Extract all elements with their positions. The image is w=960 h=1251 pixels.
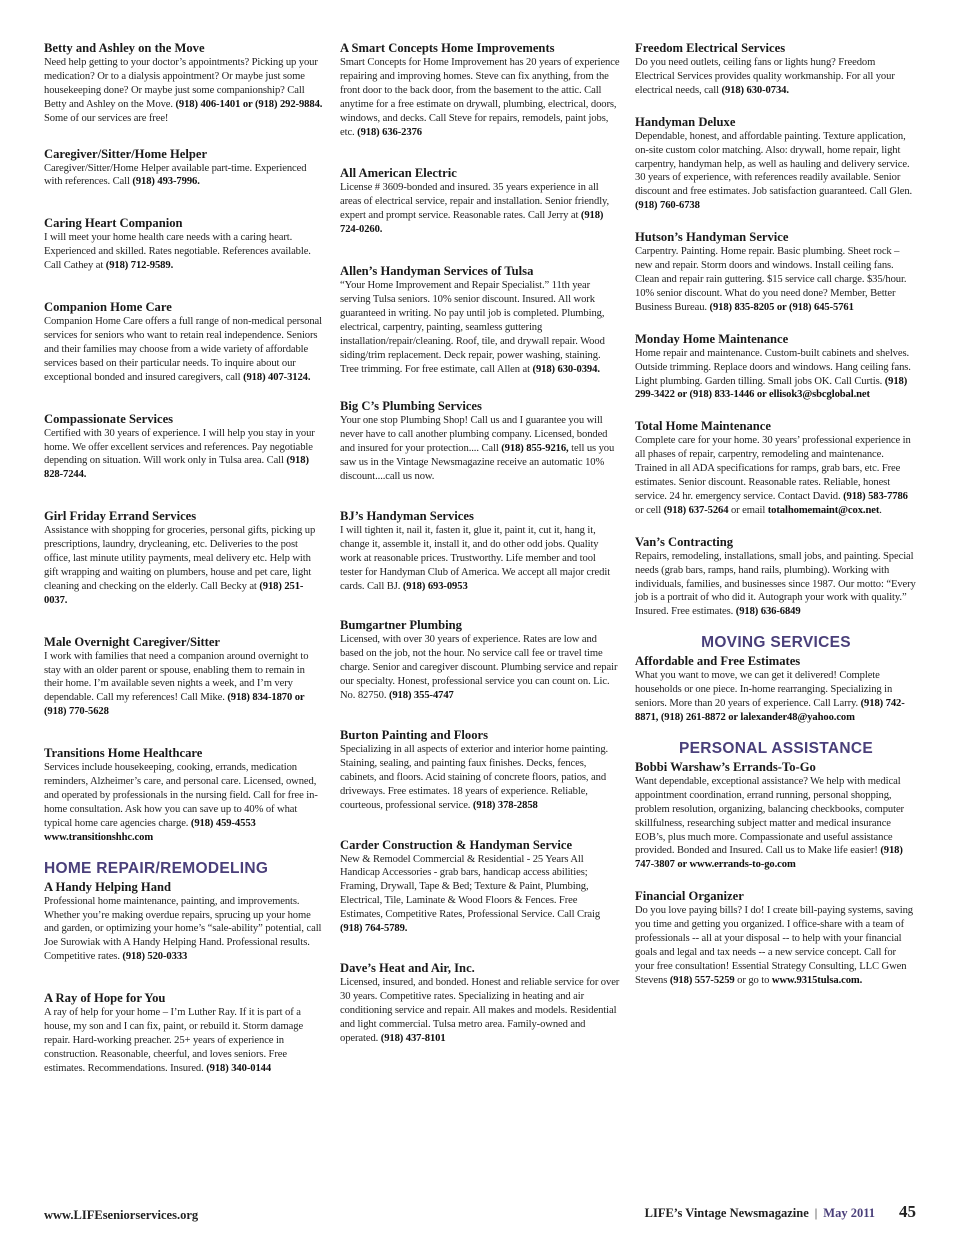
listing-title: A Handy Helping Hand: [44, 879, 172, 894]
footer-date: May 2011: [823, 1206, 875, 1220]
listing-title: Van’s Contracting: [635, 534, 734, 549]
column-2: [340, 40, 620, 1046]
listing-title: Girl Friday Errand Services: [44, 509, 197, 524]
listing-body: [44, 162, 326, 190]
listing-body: [635, 245, 917, 315]
listing-text: Specializing in all aspects of exterior and interior home painting. Staining, sealing, and painting faux finishes. Decks, fences, cabinets, and floors. Acid staining of concrete floors, patios, and driveways. Free estimates. 18 years of experience. Reliable, courteous, professional service.: [340, 744, 609, 811]
listing-financial-organizer: [635, 888, 917, 987]
listing-text: Do you need outlets, ceiling fans or lights hung? Freedom Electrical Services provides quality workmanship. For all your electrical needs, call: [635, 57, 895, 96]
listing-van-s-contracting: [635, 534, 917, 620]
column-1: [44, 40, 326, 1076]
listing-title: BJ’s Handyman Services: [340, 508, 474, 523]
listing-title: Handyman Deluxe: [635, 114, 736, 129]
listing-body: [44, 56, 326, 126]
listing-text: Your one stop Plumbing Shop! Call us and I guarantee you will never have to call another plumbing company. Licensed, bonded and insured for your protection.... Call: [340, 415, 608, 455]
footer-publication-info: [645, 1202, 916, 1222]
listing-body: [44, 761, 326, 844]
listing-text: or cell: [635, 504, 664, 516]
listing-text: Assistance with shopping for groceries, personal gifts, picking up prescriptions, laundry, drycleaning, etc. Deliveries to the post office, last minute utility payments, meal delivery etc. Help with gift wrapping and waiting on plumbers, house and pet care, light cleaning and checking on the elderly. Call Becky at: [44, 525, 316, 592]
listing-title: Allen’s Handyman Services of Tulsa: [340, 264, 534, 279]
listing-bobbi-warshaw-s-errands-to-go: [635, 759, 917, 872]
listing-body: [340, 976, 620, 1046]
listing-contact[interactable]: (918) 459-4553 www.transitionshhc.com: [44, 817, 256, 843]
listing-text: “Your Home Improvement and Repair Specialist.” 11th year serving Tulsa seniors. 10% senior discount. Insured. All work guaranteed in writing. No pay until job is completed. Plumbing, electrical, carpentry, painting, seamless guttering installation/repair/cleaning. Roof, tile, and drywall repair. Wood siding/trim replacement. Deck repair, power washing, staining. Tree trimming. For free estimate, call Allen at: [340, 280, 605, 375]
listing-title: Monday Home Maintenance: [635, 331, 789, 346]
listing-text: Do you love paying bills? I do! I create bill-paying systems, saving you time and getting you organized. I office-share with a team of professionals -- all at your disposal -- to help with your financial goals and legal and tax needs -- a new service concept. Call for your free consultation! Essential Strategy Consulting, LLC Gwen Stevens: [635, 905, 913, 986]
listing-text: Certified with 30 years of experience. I will help you stay in your home. We offer excellent services and references. Pay negotiable depending on situation. Will work only in Tulsa area. Call: [44, 427, 315, 467]
listing-contact[interactable]: (918) 835-8205 or (918) 645-5761: [709, 301, 854, 313]
listing-contact[interactable]: (918) 742-8871, (918) 261-8872 or lalexander48@yahoo.com: [635, 698, 905, 723]
listing-body: [635, 775, 917, 872]
listing-contact[interactable]: (918) 437-8101: [380, 1032, 446, 1044]
listing-body: [340, 853, 620, 936]
listing-text: Licensed, with over 30 years of experience. Rates are low and based on the job, not the hour. No service call fee or travel time charge. Senior and caregiver discount. Plumbing service and repair our specialty. Honest, professional service you can count on. Lic. No. 82750.: [340, 634, 618, 702]
listing-text: Complete care for your home. 30 years’ professional experience in all phases of repair, carpentry, remodeling and maintenance. Trained in all ADA specifications for ramps, grab bars, etc. Free estimates. Senior discount. Reasonable rates. Reliable, honest service. 24 hr. emergency service. Contact David.: [635, 435, 911, 502]
listing-text: .: [879, 504, 882, 516]
listing-contact[interactable]: (918) 340-0144: [206, 1062, 272, 1074]
listing-contact[interactable]: (918) 764-5789.: [340, 923, 408, 935]
listing-bj-s-handyman-services: [340, 508, 620, 594]
listing-text: Services include housekeeping, cooking, errands, medication reminders, Alzheimer’s care, and personal care. Licensed, owned, and operated by professionals in the nursing field. Call for free in-home consultation. Ask how you can save up to 40% of what typical home care agencies charge.: [44, 762, 318, 829]
listing-text: License # 3609-bonded and insured. 35 years experience in all areas of electrical service, repair and installation. Senior friendly, expert and prompt service. Reasonable rates. Call Jerry at: [340, 182, 610, 222]
listing-text: What you want to move, we can get it delivered! Complete households or one piece. In-home rearranging. Specializing in seniors. More than 20 years of experience. Call Larry.: [635, 670, 893, 710]
listing-a-smart-concepts-home-improvements: [340, 40, 620, 139]
page-number: 45: [899, 1202, 916, 1221]
listing-contact[interactable]: (918) 712-9589.: [105, 260, 174, 272]
listing-text: Need help getting to your doctor’s appointments? Picking up your medication? Or to a dialysis appointment? Or maybe just some housekeeping done? Or maybe just some companionship? Call Betty and Ashley on the Move.: [44, 57, 318, 110]
listing-body: [635, 669, 917, 725]
listing-body: [635, 550, 917, 620]
listing-contact[interactable]: (918) 378-2858: [472, 799, 538, 811]
footer-publication: LIFE’s Vintage Newsmagazine: [644, 1206, 809, 1220]
listing-contact[interactable]: (918) 693-0953: [402, 580, 468, 592]
listing-title: Caregiver/Sitter/Home Helper: [44, 146, 208, 161]
listing-freedom-electrical-services: [635, 40, 917, 98]
listing-body: [635, 347, 917, 403]
listing-text: Dependable, honest, and affordable painting. Texture application, on-site custom color matching. Also: drywall, home repair, light carpentry, handyman help, as well as hauling and delivery service. 30 years of experience, with references readily available. Senior discount and free estimates. Job satisfaction guaranteed. Call Glen.: [635, 130, 913, 198]
listing-contact[interactable]: (918) 557-5259: [669, 974, 735, 986]
listing-girl-friday-errand-services: [44, 508, 326, 607]
listing-title: Burton Painting and Floors: [340, 728, 489, 742]
listing-body: [44, 895, 326, 965]
listing-male-overnight-caregiver-sitter: [44, 634, 326, 720]
listing-contact[interactable]: (918) 630-0734.: [721, 84, 789, 96]
listing-a-ray-of-hope-for-you: [44, 990, 326, 1076]
listing-bumgartner-plumbing: [340, 617, 620, 703]
listing-text: or email: [728, 504, 768, 516]
section-heading-personal: PERSONAL ASSISTANCE: [678, 739, 874, 757]
listing-body: [340, 743, 620, 813]
listing-body: [44, 650, 326, 720]
listing-text: Companion Home Care offers a full range of non-medical personal services for seniors who want to retain real independence. Seniors and their families may choose from a wide variety of affordable services based on their particular needs. To inquire about our exceptional bonded and insured caregivers, call: [44, 316, 322, 383]
listing-body: [635, 56, 917, 98]
listing-body: [340, 181, 620, 237]
listing-contact[interactable]: (918) 355-4747: [388, 690, 454, 702]
listing-body: [44, 231, 326, 273]
listing-title: Male Overnight Caregiver/Sitter: [44, 634, 221, 649]
listing-caregiver-sitter-home-helper: [44, 146, 326, 190]
listing-text: A ray of help for your home – I’m Luther Ray. If it is part of a house, my son and I can fix, paint, or rebuild it. Storm damage repair. Hard-working preacher. 25+ years of experience in construction. Reasonable, cheerful, and loves seniors. Free estimates. Recommendations. Insured.: [44, 1007, 304, 1074]
listing-transitions-home-healthcare: [44, 745, 326, 844]
listing-text: Some of our services are free!: [44, 112, 169, 124]
listing-text: I will tighten it, nail it, fasten it, glue it, paint it, cut it, hang it, change it, assemble it, install it, and do other odd jobs. Quality work at reasonable prices. Trustworthy. Life member and tool tester for Handyman Club of America. We accept all major credit cards. Call BJ.: [340, 524, 611, 592]
listing-title: All American Electric: [340, 166, 457, 181]
listing-contact[interactable]: (918) 251-0037.: [44, 580, 304, 606]
listing-body: [44, 1006, 326, 1076]
listing-contact[interactable]: (918) 637-5264: [663, 504, 729, 516]
listing-contact[interactable]: (918) 828-7244.: [44, 455, 309, 481]
listing-contact[interactable]: (918) 406-1401 or (918) 292-9884.: [175, 98, 323, 110]
listing-body: [340, 56, 620, 139]
listing-all-american-electric: [340, 165, 620, 237]
listing-title: Affordable and Free Estimates: [635, 654, 801, 669]
listing-text: Home repair and maintenance. Custom-built cabinets and shelves. Outside trimming. Replace doors and windows. Hang ceiling fans. Light plumbing. Garden tilling. Small jobs OK. Call Curtis.: [635, 347, 911, 387]
listing-contact[interactable]: (918) 493-7996.: [132, 176, 200, 188]
listing-contact[interactable]: (918) 760-6738: [635, 200, 700, 212]
listing-title: Total Home Maintenance: [635, 419, 771, 434]
listing-text: tell us you saw us in the Vintage Newsmagazine receive an automatic 10% discount....call us now.: [340, 443, 615, 483]
listing-big-c-s-plumbing-services: [340, 398, 620, 484]
listing-contact[interactable]: (918) 407-3124.: [243, 371, 311, 383]
listing-handyman-deluxe: [635, 114, 917, 213]
listing-title: Carder Construction & Handyman Service: [340, 837, 573, 852]
listing-title: Transitions Home Healthcare: [44, 746, 203, 761]
listing-affordable-and-free-estimates: [635, 653, 917, 725]
listing-title: Compassionate Services: [44, 411, 174, 426]
listing-allen-s-handyman-services-of-tulsa: [340, 263, 620, 376]
listing-title: Bumgartner Plumbing: [340, 618, 462, 633]
listing-contact[interactable]: (918) 583-7786: [843, 490, 908, 502]
listing-body: [635, 434, 917, 517]
listing-text: Repairs, remodeling, installations, small jobs, and painting. Special needs (grab bars, ramps, hand rails, plumbing). Working with individuals, families, and businesses since 1987. Our motto: “Every job is a portrait of who did it. Autograph your work with quality.” Insured. Free estimates.: [635, 550, 916, 618]
listing-body: [44, 524, 326, 607]
listing-contact[interactable]: totalhomemaint@cox.net: [767, 504, 880, 516]
listing-contact[interactable]: (918) 630-0394.: [532, 363, 600, 375]
listing-title: Bobbi Warshaw’s Errands-To-Go: [635, 759, 816, 774]
listing-text: Carpentry. Painting. Home repair. Basic plumbing. Sheet rock – new and repair. Storm doors and windows. Install ceiling fans. Clean and repair rain guttering. $15 service call charge. $35/hour. 10% senior discount. What do you need done? Member, Better Business Bureau.: [635, 246, 907, 313]
listing-title: Freedom Electrical Services: [635, 41, 786, 55]
listing-text: Caregiver/Sitter/Home Helper available part-time. Experienced with references. Call: [44, 162, 307, 188]
listing-body: [340, 524, 620, 594]
listing-contact[interactable]: (918) 724-0260.: [340, 210, 604, 236]
listing-contact[interactable]: (918) 636-6849: [735, 606, 801, 618]
listing-contact[interactable]: (918) 834-1870 or (918) 770-5628: [44, 692, 305, 718]
listing-text: Licensed, insured, and bonded. Honest and reliable service for over 30 years. Competitive rates. Specializing in heating and air conditioning service and repair. All makes and models. Residential and light commercial. Tulsa metro area. Family-owned and operated.: [340, 976, 620, 1044]
listing-a-handy-helping-hand: [44, 879, 326, 965]
listing-betty-and-ashley-on-the-move: [44, 40, 326, 126]
listing-body: [635, 904, 917, 987]
listing-title: Big C’s Plumbing Services: [340, 399, 482, 414]
listing-companion-home-care: [44, 299, 326, 385]
listing-monday-home-maintenance: [635, 331, 917, 403]
listing-compassionate-services: [44, 411, 326, 483]
footer-separator: |: [814, 1206, 818, 1220]
listing-title: Hutson’s Handyman Service: [635, 230, 789, 245]
listing-body: [340, 633, 620, 703]
listing-contact[interactable]: www.9315tulsa.com.: [771, 974, 863, 986]
section-heading-moving: MOVING SERVICES: [701, 634, 851, 652]
listing-contact[interactable]: (918) 636-2376: [357, 126, 422, 138]
listing-text: or go to: [734, 974, 772, 986]
footer-website[interactable]: www.LIFEseniorservices.org: [44, 1208, 199, 1222]
listing-body: [44, 427, 326, 483]
listing-body: [635, 130, 917, 213]
listing-hutson-s-handyman-service: [635, 229, 917, 315]
listing-contact[interactable]: (918) 855-9216,: [501, 443, 569, 455]
listing-text: I will meet your home health care needs with a caring heart. Experienced and skilled. Rates negotiable. References available. Call Cathey at: [44, 232, 311, 272]
listing-total-home-maintenance: [635, 418, 917, 517]
listing-body: [44, 315, 326, 385]
column-3: [635, 40, 917, 988]
listing-carder-construction-handyman-service: [340, 837, 620, 936]
listing-title: Dave’s Heat and Air, Inc.: [340, 960, 475, 975]
listing-text: Professional home maintenance, painting, and improvements. Whether you’re making overdue repairs, sprucing up your home and garden, or optimizing your home’s “sale-ability” potential, call Joe Surowiak with A Handy Helping Hand. Professional results. Competitive rates.: [44, 895, 322, 963]
listing-contact[interactable]: (918) 747-3807 or www.errands-to-go.com: [635, 845, 903, 871]
listing-contact[interactable]: (918) 299-3422 or (918) 833-1446 or ellisok3@sbcglobal.net: [635, 375, 908, 401]
listing-contact[interactable]: (918) 520-0333: [122, 951, 188, 963]
listing-text: Want dependable, exceptional assistance? We help with medical appointment coordination, errand running, personal shopping, problem resolution, organizing, balancing checkbooks, computer skillfulness, researching subject matter and medical insurance EOB’s, plus much more. Compassionate and useful assistance provided. Bonded and Insured. Call us to Make life easier!: [635, 775, 904, 857]
listing-text: Smart Concepts for Home Improvement has 20 years of experience repairing and improving homes. Steve can fix anything, from the front door to the back door, from the basement to the attic. Call anytime for a free estimate on drywall, plumbing, electrical, doors, windows, and decks. Call Steve for repairs, remodels, paint jobs, etc.: [340, 57, 620, 138]
listing-title: Financial Organizer: [635, 889, 744, 904]
listing-title: A Ray of Hope for You: [44, 991, 166, 1006]
section-heading-home-repair: HOME REPAIR/REMODELING: [44, 859, 269, 877]
listing-title: Betty and Ashley on the Move: [44, 41, 205, 55]
listing-burton-painting-and-floors: [340, 727, 620, 813]
listing-body: [340, 279, 620, 376]
listing-title: A Smart Concepts Home Improvements: [340, 41, 555, 55]
listing-body: [340, 414, 620, 484]
listing-dave-s-heat-and-air-inc: [340, 960, 620, 1046]
listing-text: New & Remodel Commercial & Residential - 25 Years All Handicap Accessories - grab bars, handicap access abilities; Framing, Drywall, Tape & Bed; Texture & Paint, Plumbing, Electrical, Tile, Laminate & Wood Floors & Fences. Free Estimates, Competitive Rates, Professional Service. Call Craig: [340, 853, 601, 921]
listing-text: I work with families that need a companion around overnight to stay with an older parent or spouse, enabling them to remain in their home. I’m available seven nights a week, and I’m very dependable. Call my references! Call Mike.: [44, 650, 309, 704]
listing-caring-heart-companion: [44, 215, 326, 273]
listing-title: Companion Home Care: [44, 300, 172, 315]
listing-title: Caring Heart Companion: [44, 216, 183, 231]
